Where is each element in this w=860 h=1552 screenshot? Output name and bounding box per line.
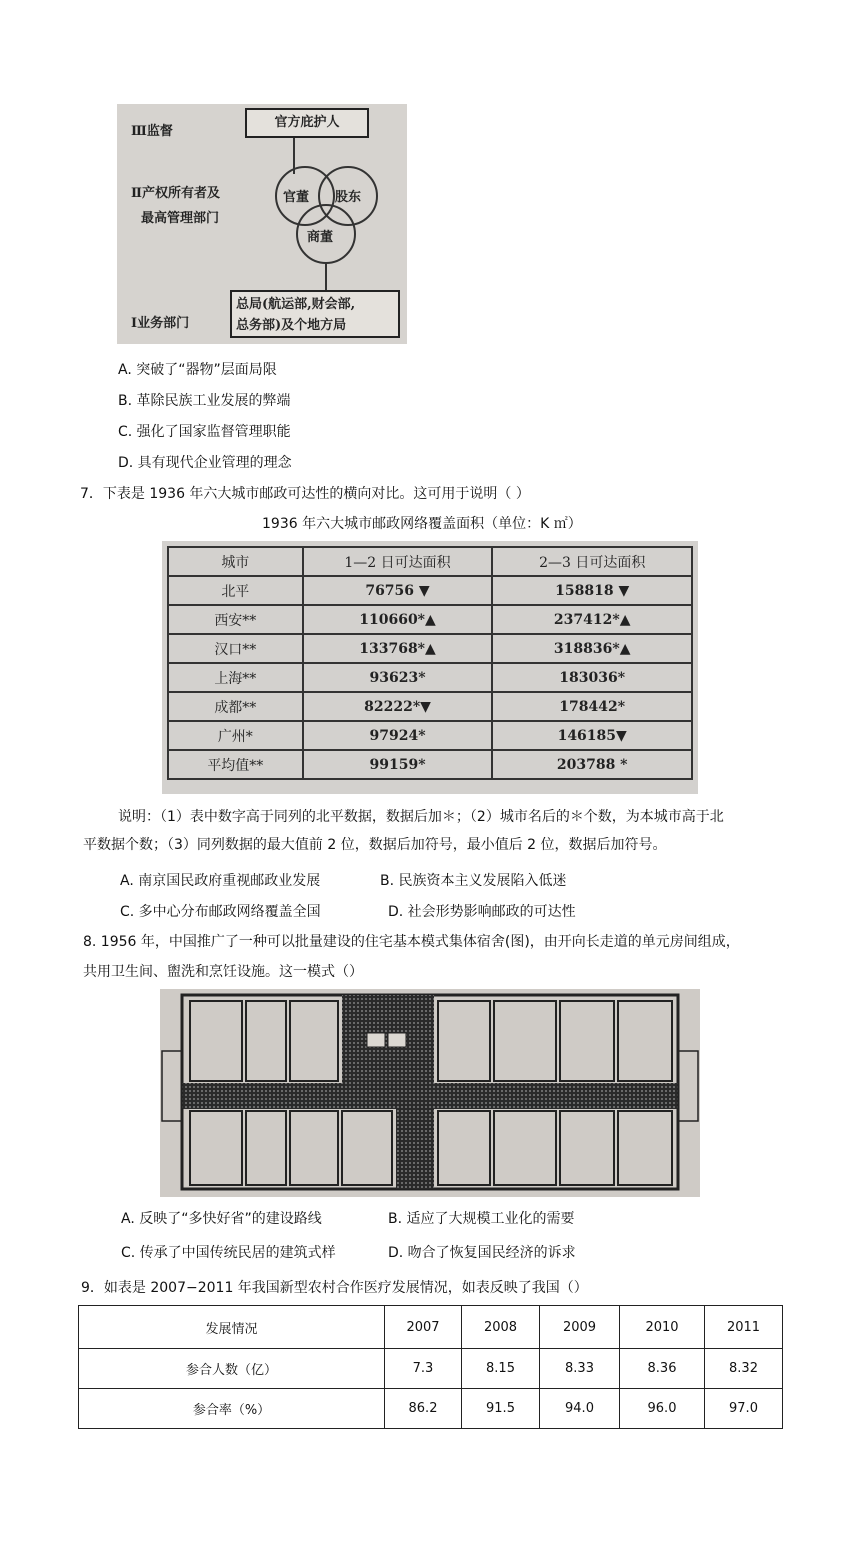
q7-option-b[interactable]: B. 民族资本主义发展陷入低迷 <box>380 873 567 889</box>
q7-note-line2: 平数据个数；（3）同列数据的最大值前 2 位，数据后加符号，最小值后 2 位，数据后加符号。 <box>83 837 667 853</box>
q7-option-d[interactable]: D. 社会形势影响邮政的可达性 <box>388 904 576 920</box>
value-cell: 183036* <box>492 663 692 692</box>
header-cell: 2010 <box>620 1306 705 1349</box>
table-row <box>168 663 692 692</box>
table-row <box>168 750 692 779</box>
value-cell: 93623* <box>303 663 493 692</box>
value-cell: 237412*▲ <box>492 605 692 634</box>
city-cell: 西安** <box>168 605 303 634</box>
level3-label: Ⅲ监督 <box>131 124 173 139</box>
q8-option-a[interactable]: A. 反映了“多快好省”的建设路线 <box>121 1211 322 1227</box>
table-header-row <box>168 547 692 576</box>
table-row <box>79 1389 783 1429</box>
row-label-cell: 参合人数（亿） <box>79 1349 385 1389</box>
q6-option-c[interactable]: C. 强化了国家监督管理职能 <box>118 424 291 440</box>
value-cell: 8.36 <box>620 1349 705 1389</box>
circle-right-label: 股东 <box>335 190 362 205</box>
level1-label: Ⅰ业务部门 <box>131 316 190 331</box>
table-row <box>79 1349 783 1389</box>
city-cell: 北平 <box>168 576 303 605</box>
header-cell: 2007 <box>385 1306 462 1349</box>
table-row <box>168 692 692 721</box>
q6-option-a[interactable]: A. 突破了“器物”层面局限 <box>118 362 277 378</box>
value-cell: 76756 ▼ <box>303 576 493 605</box>
q9-stem: 9．如表是 2007−2011 年我国新型农村合作医疗发展情况，如表反映了我国（） <box>81 1280 588 1296</box>
value-cell: 82222*▼ <box>303 692 493 721</box>
q8-option-c[interactable]: C. 传承了中国传统民居的建筑式样 <box>121 1245 336 1261</box>
circle-bottom-label: 商董 <box>307 230 334 245</box>
city-cell: 上海** <box>168 663 303 692</box>
city-cell: 广州* <box>168 721 303 750</box>
value-cell: 8.33 <box>540 1349 620 1389</box>
header-cell: 城市 <box>168 547 303 576</box>
q6-option-b[interactable]: B. 革除民族工业发展的弊端 <box>118 393 291 409</box>
value-cell: 97924* <box>303 721 493 750</box>
bottom-box-line1: 总局(航运部,财会部, <box>236 297 356 312</box>
value-cell: 110660*▲ <box>303 605 493 634</box>
level2-label-line1: Ⅱ产权所有者及 <box>131 186 220 201</box>
value-cell: 97.0 <box>705 1389 783 1429</box>
floor-plan-drawing <box>160 989 700 1197</box>
table-row <box>168 576 692 605</box>
org-chart-figure <box>117 104 407 344</box>
q7-table-figure <box>162 541 698 794</box>
circle-left-label: 官董 <box>283 190 310 205</box>
q8-option-b[interactable]: B. 适应了大规模工业化的需要 <box>388 1211 575 1227</box>
level2-label-line2: 最高管理部门 <box>141 211 220 226</box>
value-cell: 86.2 <box>385 1389 462 1429</box>
q7-note-line1: 说明：（1）表中数字高于同列的北平数据，数据后加＊；（2）城市名后的＊个数，为本城市高于北 <box>118 809 724 825</box>
city-cell: 平均值** <box>168 750 303 779</box>
floor-plan-figure <box>160 989 700 1197</box>
city-cell: 成都** <box>168 692 303 721</box>
q8-stem-line1: 8. 1956 年，中国推广了一种可以批量建设的住宅基本模式集体宿舍(图)，由开向长走道的单元房间组成， <box>83 934 740 950</box>
q7-stem: 7．下表是 1936 年六大城市邮政可达性的横向对比。这可用于说明（ ） <box>80 486 530 502</box>
row-label-cell: 参合率（%） <box>79 1389 385 1429</box>
q9-table-wrapper <box>78 1305 783 1429</box>
header-cell: 1—2 日可达面积 <box>303 547 493 576</box>
header-cell: 发展情况 <box>79 1306 385 1349</box>
value-cell: 94.0 <box>540 1389 620 1429</box>
value-cell: 8.15 <box>462 1349 540 1389</box>
value-cell: 99159* <box>303 750 493 779</box>
bottom-box <box>230 290 400 338</box>
table-header-row <box>79 1306 783 1349</box>
q7-table <box>167 546 693 780</box>
value-cell: 178442* <box>492 692 692 721</box>
table-row <box>168 634 692 663</box>
header-cell: 2—3 日可达面积 <box>492 547 692 576</box>
q9-table <box>78 1305 783 1429</box>
bottom-box-line2: 总务部)及个地方局 <box>236 318 347 333</box>
header-cell: 2008 <box>462 1306 540 1349</box>
table-row <box>168 721 692 750</box>
value-cell: 91.5 <box>462 1389 540 1429</box>
value-cell: 8.32 <box>705 1349 783 1389</box>
q6-option-d[interactable]: D. 具有现代企业管理的理念 <box>118 455 292 471</box>
q7-table-title: 1936 年六大城市邮政网络覆盖面积（单位：K ㎡） <box>262 516 582 532</box>
value-cell: 318836*▲ <box>492 634 692 663</box>
value-cell: 203788 * <box>492 750 692 779</box>
q7-option-a[interactable]: A. 南京国民政府重视邮政业发展 <box>120 873 321 889</box>
header-cell: 2009 <box>540 1306 620 1349</box>
q8-stem-line2: 共用卫生间、盥洗和烹饪设施。这一模式（） <box>83 964 363 980</box>
value-cell: 133768*▲ <box>303 634 493 663</box>
value-cell: 7.3 <box>385 1349 462 1389</box>
q7-option-c[interactable]: C. 多中心分布邮政网络覆盖全国 <box>120 904 321 920</box>
top-box: 官方庇护人 <box>245 108 369 138</box>
table-row <box>168 605 692 634</box>
q8-option-d[interactable]: D. 吻合了恢复国民经济的诉求 <box>388 1245 576 1261</box>
value-cell: 146185▼ <box>492 721 692 750</box>
city-cell: 汉口** <box>168 634 303 663</box>
value-cell: 96.0 <box>620 1389 705 1429</box>
header-cell: 2011 <box>705 1306 783 1349</box>
value-cell: 158818 ▼ <box>492 576 692 605</box>
